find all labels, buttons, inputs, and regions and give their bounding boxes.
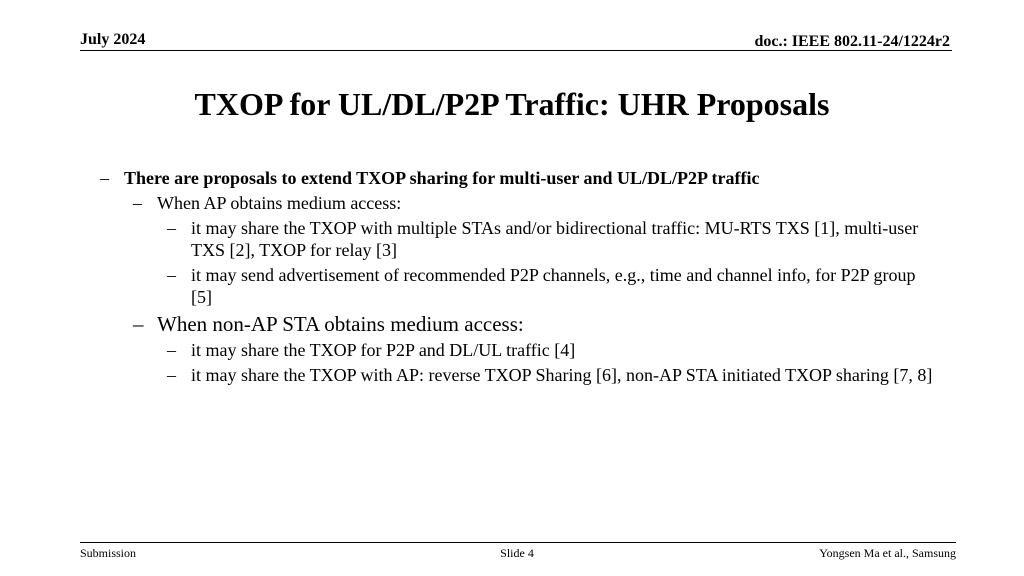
bullet-ap-access-text: When AP obtains medium access: — [157, 193, 402, 213]
footer-divider — [80, 542, 956, 543]
dash-marker: – — [167, 265, 176, 285]
slide-title: TXOP for UL/DL/P2P Traffic: UHR Proposals — [194, 86, 830, 122]
bullet-sta-item-2 — [0, 364, 1024, 386]
dash-marker: – — [167, 340, 176, 360]
bullet-main — [0, 167, 1024, 189]
dash-marker: – — [167, 218, 176, 238]
header-doc-id: doc.: IEEE 802.11-24/1224r2 — [754, 33, 950, 50]
slide-content — [0, 167, 1024, 389]
bullet-sta-item-2-text: it may share the TXOP with AP: reverse TXOP Sharing [6], non-AP STA initiated TXOP sharing [7, 8] — [191, 365, 933, 385]
header-divider — [80, 50, 952, 51]
dash-marker: – — [133, 312, 144, 336]
footer-slide-number: Slide 4 — [500, 546, 534, 560]
bullet-sta-item-1 — [0, 339, 1024, 361]
bullet-ap-item-2 — [0, 264, 1024, 308]
bullet-ap-access — [0, 192, 1024, 214]
bullet-sta-item-1-text: it may share the TXOP for P2P and DL/UL traffic [4] — [191, 340, 576, 360]
dash-marker: – — [167, 365, 176, 385]
bullet-sta-access-text: When non-AP STA obtains medium access: — [157, 312, 524, 336]
footer-submission: Submission — [80, 546, 137, 560]
bullet-ap-item-1 — [0, 217, 1024, 261]
bullet-main-text: There are proposals to extend TXOP sharing for multi-user and UL/DL/P2P traffic — [124, 168, 760, 188]
dash-marker: – — [133, 193, 142, 213]
header-date: July 2024 — [80, 31, 146, 48]
bullet-sta-access — [0, 311, 1024, 337]
bullet-ap-item-2-text: it may send advertisement of recommended P2P channels, e.g., time and channel info, for P2P group [5] — [191, 265, 916, 307]
bullet-ap-item-1-text: it may share the TXOP with multiple STAs and/or bidirectional traffic: MU-RTS TXS [1], multi-user TXS [2], TXOP for relay [3] — [191, 218, 919, 260]
dash-marker: – — [100, 168, 109, 188]
footer-authors: Yongsen Ma et al., Samsung — [819, 546, 956, 560]
